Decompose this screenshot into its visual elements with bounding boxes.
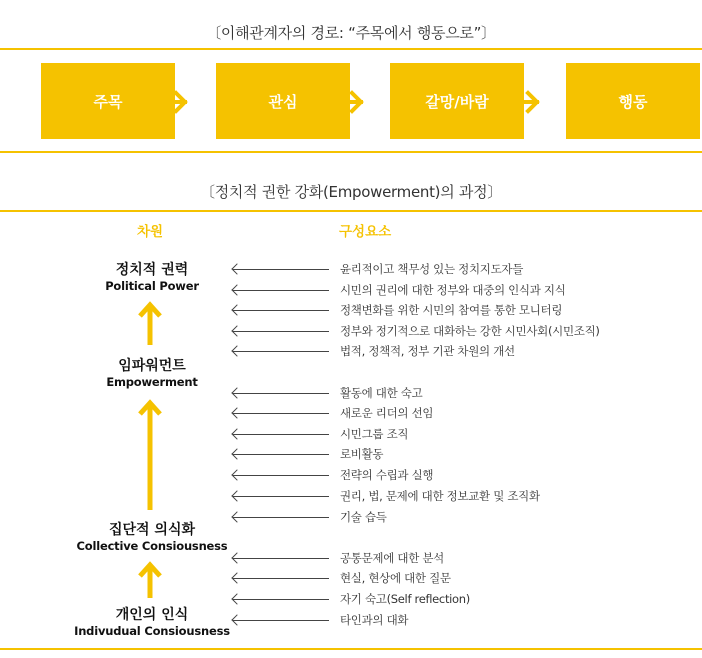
stage-label-ko: 집단적 의식화 (108, 522, 196, 538)
step-box-attention: 주목 (41, 63, 175, 139)
right-arrow-icon (514, 88, 542, 116)
component-item (233, 405, 433, 421)
stage-label-ko: 정치적 권력 (115, 262, 189, 278)
path-title: 〔이해관계자의 경로: “주목에서 행동으로”〕 (206, 24, 496, 42)
section-divider (0, 210, 702, 212)
stage-label-ko: 개인의 인식 (115, 607, 189, 623)
left-arrow-icon (233, 599, 329, 600)
left-arrow-icon (233, 393, 329, 394)
left-arrow-icon (233, 351, 329, 352)
left-arrow-icon (233, 475, 329, 476)
component-label: 윤리적이고 책무성 있는 정치지도자들 (340, 262, 524, 276)
component-item (233, 488, 540, 504)
step-box-action: 행동 (566, 63, 700, 139)
left-arrow-icon (233, 290, 329, 291)
component-item (233, 282, 566, 298)
component-item (233, 612, 408, 628)
component-item (233, 570, 451, 586)
stage-label-en: Collective Consiousness (76, 539, 228, 553)
stage-collective-consciousness (52, 522, 252, 554)
left-arrow-icon (233, 517, 329, 518)
stage-label-ko: 임파워먼트 (118, 358, 186, 374)
component-item (233, 509, 387, 525)
component-label: 자기 숙고(Self reflection) (340, 592, 470, 606)
left-arrow-icon (233, 496, 329, 497)
component-item (233, 261, 523, 277)
component-label: 정책변화를 위한 시민의 참여를 통한 모니터링 (340, 303, 563, 317)
left-arrow-icon (233, 310, 329, 311)
component-label: 타인과의 대화 (340, 613, 409, 627)
up-arrow-icon (138, 560, 162, 600)
left-arrow-icon (233, 434, 329, 435)
component-item (233, 323, 600, 339)
component-label: 현실, 현상에 대한 질문 (340, 571, 451, 585)
stage-label-en: Indivudual Consiousness (74, 624, 230, 638)
component-label: 정부와 정기적으로 대화하는 강한 시민사회(시민조직) (340, 324, 600, 338)
step-box-desire: 갈망/바람 (390, 63, 524, 139)
stage-individual-consciousness (52, 607, 252, 639)
component-item (233, 302, 562, 318)
up-arrow-icon (138, 300, 162, 348)
left-arrow-icon (233, 578, 329, 579)
component-label: 권리, 법, 문제에 대한 정보교환 및 조직화 (340, 489, 540, 503)
stage-label-en: Empowerment (106, 375, 198, 389)
component-label: 법적, 정책적, 정부 기관 차원의 개선 (340, 344, 515, 358)
component-label: 기술 습득 (340, 510, 387, 524)
component-item (233, 446, 383, 462)
column-header-dimension: 차원 (137, 224, 164, 240)
component-item (233, 426, 408, 442)
middle-divider (0, 151, 702, 153)
right-arrow-icon (162, 88, 190, 116)
left-arrow-icon (233, 620, 329, 621)
component-label: 활동에 대한 숙고 (340, 386, 423, 400)
stage-empowerment (52, 358, 252, 390)
top-divider (0, 48, 702, 50)
step-box-interest: 관심 (216, 63, 350, 139)
up-arrow-icon (138, 398, 162, 512)
right-arrow-icon (338, 88, 366, 116)
component-label: 시민그룹 조직 (340, 427, 409, 441)
component-label: 로비활동 (340, 447, 384, 461)
left-arrow-icon (233, 331, 329, 332)
left-arrow-icon (233, 269, 329, 270)
left-arrow-icon (233, 558, 329, 559)
component-label: 시민의 권리에 대한 정부와 대중의 인식과 지식 (340, 283, 566, 297)
stage-political-power (52, 262, 252, 294)
component-item (233, 467, 433, 483)
component-label: 전략의 수립과 실행 (340, 468, 434, 482)
component-item (233, 591, 470, 607)
component-item (233, 550, 444, 566)
empowerment-title: 〔정치적 권한 강화(Empowerment)의 과정〕 (200, 183, 502, 201)
bottom-divider (0, 648, 702, 650)
component-label: 새로운 리더의 선임 (340, 406, 434, 420)
component-item (233, 343, 515, 359)
component-label: 공통문제에 대한 분석 (340, 551, 444, 565)
left-arrow-icon (233, 413, 329, 414)
left-arrow-icon (233, 454, 329, 455)
component-item (233, 385, 422, 401)
stage-label-en: Political Power (105, 279, 199, 293)
column-header-components: 구성요소 (339, 224, 392, 240)
